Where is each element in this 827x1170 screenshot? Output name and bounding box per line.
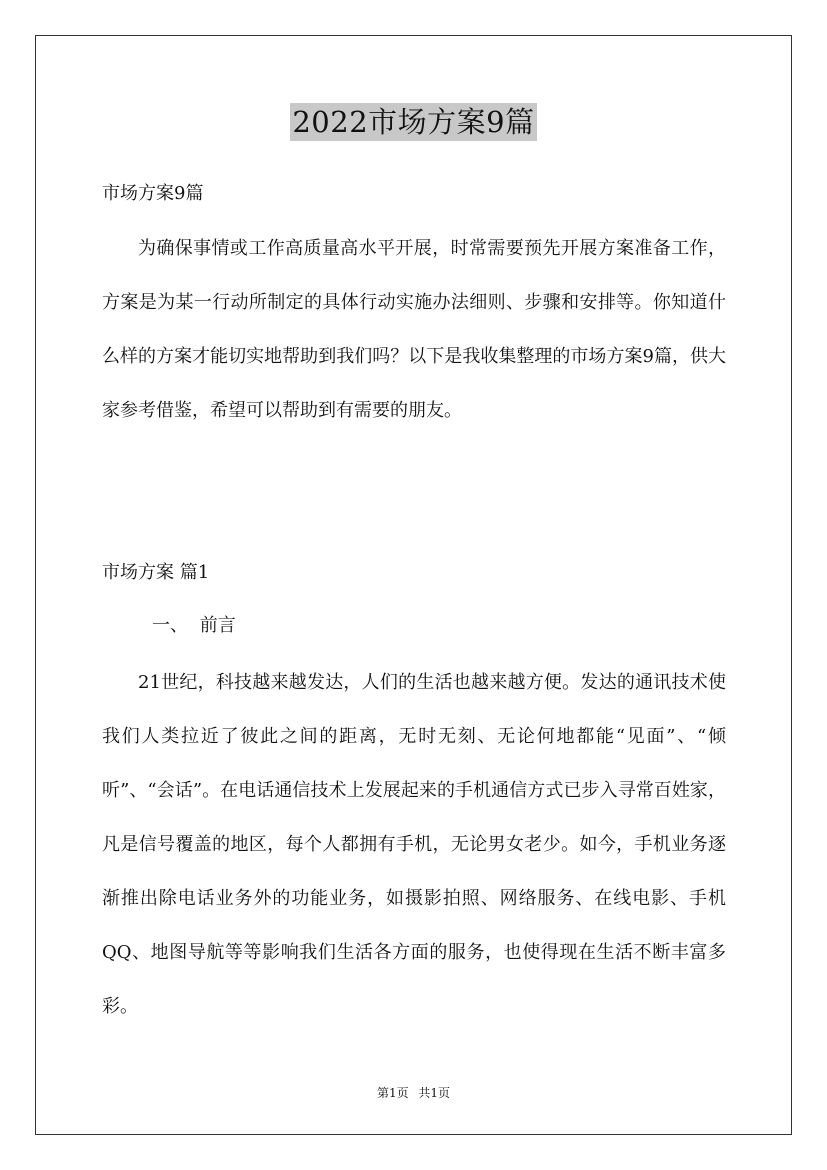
section-heading: 市场方案 篇1 bbox=[102, 562, 210, 583]
document-subtitle: 市场方案9篇 bbox=[102, 183, 204, 204]
page-footer bbox=[0, 1085, 827, 1101]
body-paragraph: 21世纪，科技越来越发达，人们的生活也越来越方便。发达的通讯技术使我们人类拉近了彼此之间的距离，无时无刻、无论何地都能“见面”、“倾听”、“会话”。在电话通信技术上发展起来的手机通信方式已步入寻常百姓家，凡是信号覆盖的地区，每个人都拥有手机，无论男女老少。如今，手机业务逐渐推出除电话业务外的功能业务，如摄影拍照、网络服务、在线电影、手机QQ、地图导航等等影响我们生活各方面的服务，也使得现在生活不断丰富多彩。 bbox=[102, 672, 726, 1017]
title-container bbox=[0, 103, 827, 141]
page-number: 第1页 bbox=[376, 1086, 409, 1100]
sub-heading: 一、 前言 bbox=[152, 615, 236, 636]
document-title: 2022市场方案9篇 bbox=[292, 105, 535, 139]
intro-paragraph: 为确保事情或工作高质量高水平开展，时常需要预先开展方案准备工作，方案是为某一行动所制定的具体行动实施办法细则、步骤和安排等。你知道什么样的方案才能切实地帮助到我们吗？以下是我收集整理的市场方案9篇，供大家参考借鉴，希望可以帮助到有需要的朋友。 bbox=[102, 238, 726, 421]
page-total: 共1页 bbox=[418, 1086, 451, 1100]
